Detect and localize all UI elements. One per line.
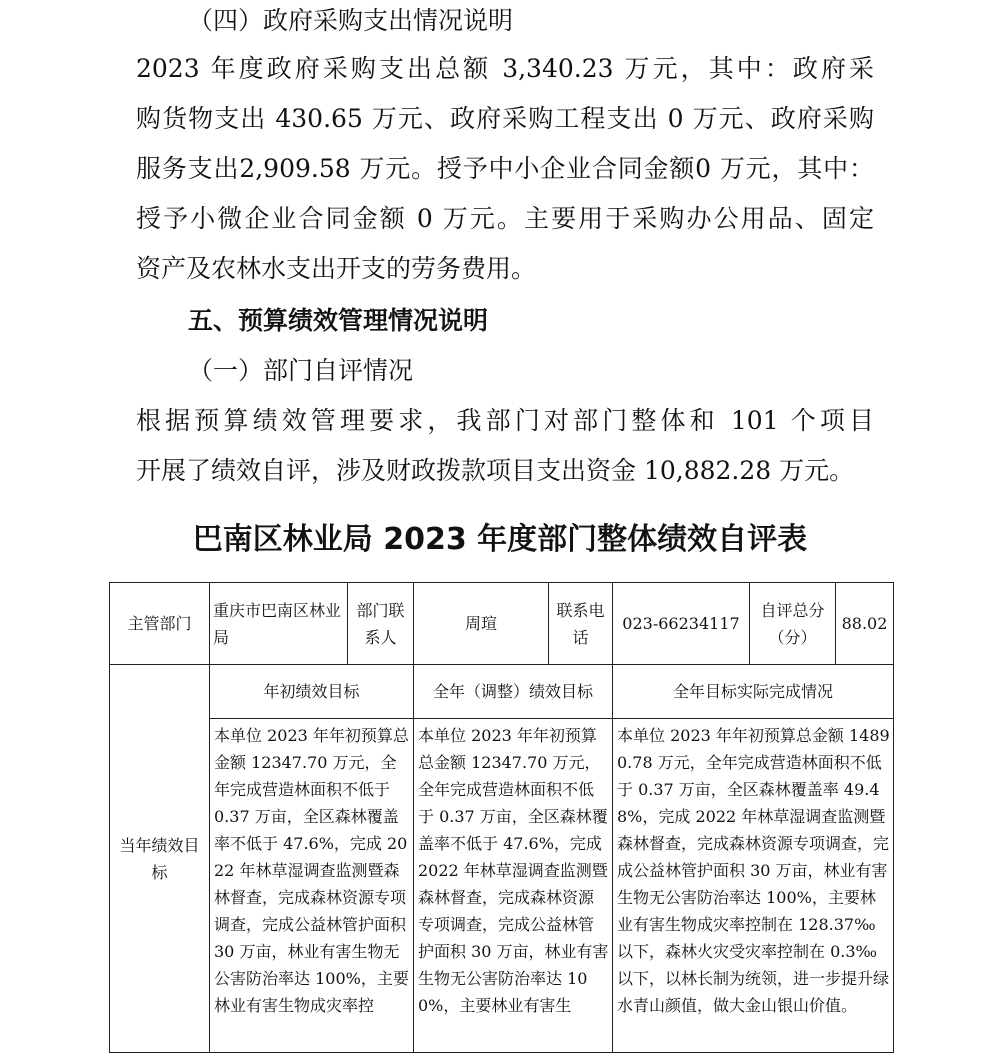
goal-content-row <box>110 719 894 1053</box>
actual-completion-header: 全年目标实际完成情况 <box>613 665 894 719</box>
self-eval-paragraph-line-1: 根据预算绩效管理要求，我部门对部门整体和 101 个项目 <box>136 406 874 435</box>
phone-value-cell: 023-66234117 <box>613 583 750 665</box>
adjusted-goal-cell <box>414 719 613 1053</box>
actual-completion-cell <box>613 719 894 1053</box>
procurement-paragraph-line-2: 购货物支出 430.65 万元、政府采购工程支出 0 万元、政府采购 <box>136 104 874 133</box>
procurement-paragraph-line-5: 资产及农林水支出开支的劳务费用。 <box>136 254 537 283</box>
contact-label-cell: 部门联系人 <box>348 583 414 665</box>
performance-evaluation-table <box>109 582 894 1053</box>
table-header-row <box>110 583 894 665</box>
table-title: 巴南区林业局 2023 年度部门整体绩效自评表 <box>192 522 808 557</box>
adjusted-goal-header: 全年（调整）绩效目标 <box>414 665 613 719</box>
procurement-paragraph-line-3: 服务支出2,909.58 万元。授予中小企业合同金额0 万元，其中： <box>136 154 874 183</box>
procurement-paragraph-line-1: 2023 年度政府采购支出总额 3,340.23 万元，其中：政府采 <box>136 54 874 83</box>
actual-completion-text: 本单位 2023 年年初预算总金额 14890.78 万元，全年完成营造林面积不低于 0.37 万亩，全区森林覆盖率 49.48%，完成 2022 年林草湿调查监测暨森林督查，完成森林资源专项调查，完成公益林管护面积 30 万亩，林业有害生物无公害防治率达 100%，主要林业有害生物成灾率控制在 128.37‰以下，森林火灾受灾率控制在 0.3‰以下，以林长制为统领，进一步提升绿水青山颜值，做大金山银山价值。 <box>617 726 890 1015</box>
contact-value-cell: 周瑄 <box>414 583 549 665</box>
dept-label-cell: 主管部门 <box>110 583 210 665</box>
adjusted-goal-text: 本单位 2023 年年初预算总金额 12347.70 万元，全年完成营造林面积不低于 0.37 万亩，全区森林覆盖率不低于 47.6%，完成 2022 年林草湿调查监测暨森林督查，完成森林资源专项调查，完成公益林管护面积 30 万亩，林业有害生物无公害防治率达 100%，主要林业有害生 <box>418 726 609 1015</box>
self-eval-paragraph-line-2: 开展了绩效自评，涉及财政拨款项目支出资金 10,882.28 万元。 <box>136 456 855 485</box>
initial-goal-cell <box>210 719 414 1053</box>
phone-label-cell: 联系电话 <box>549 583 613 665</box>
score-label-cell: 自评总分（分） <box>750 583 836 665</box>
section-five-heading: 五、预算绩效管理情况说明 <box>188 306 489 335</box>
section-four-subheading: （四）政府采购支出情况说明 <box>188 6 514 35</box>
initial-goal-header: 年初绩效目标 <box>210 665 414 719</box>
section-five-subheading: （一）部门自评情况 <box>188 356 414 385</box>
dept-value-cell: 重庆市巴南区林业局 <box>210 583 348 665</box>
goal-column-header-row <box>110 665 894 719</box>
score-value-cell: 88.02 <box>836 583 894 665</box>
goal-row-label-cell: 当年绩效目标 <box>110 665 210 1053</box>
initial-goal-text: 本单位 2023 年年初预算总金额 12347.70 万元，全年完成营造林面积不低于 0.37 万亩，全区森林覆盖率不低于 47.6%，完成 2022 年林草湿调查监测暨森林督查，完成森林资源专项调查，完成公益林管护面积 30 万亩，林业有害生物无公害防治率达 100%，主要林业有害生物成灾率控 <box>214 726 409 1015</box>
procurement-paragraph-line-4: 授予小微企业合同金额 0 万元。主要用于采购办公用品、固定 <box>136 204 874 233</box>
